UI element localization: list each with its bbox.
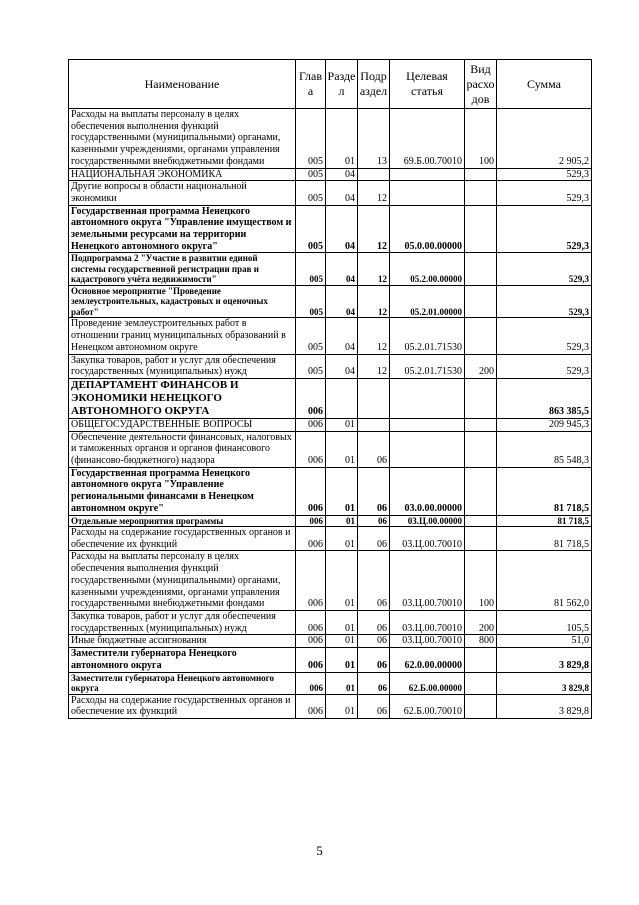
cell-glava: 005	[296, 253, 326, 286]
cell-sum: 85 548,3	[497, 431, 592, 467]
header-glava: Глав а	[296, 60, 326, 109]
cell-vid	[465, 181, 497, 205]
cell-target: 05.2.00.00000	[390, 253, 465, 286]
cell-razdel: 01	[326, 635, 358, 648]
cell-sum: 81 718,5	[497, 515, 592, 527]
cell-vid: 100	[465, 551, 497, 611]
cell-sum: 529,3	[497, 181, 592, 205]
cell-name: Государственная программа Ненецкого автономного округа "Управление региональными финансами в Ненецком автономном округе"	[69, 467, 296, 515]
table-body	[69, 109, 592, 719]
cell-glava: 005	[296, 109, 326, 169]
table-header-row	[69, 60, 592, 109]
cell-podrazdel: 12	[358, 318, 390, 354]
cell-glava: 005	[296, 285, 326, 318]
cell-name: ДЕПАРТАМЕНТ ФИНАНСОВ И ЭКОНОМИКИ НЕНЕЦКОГО АВТОНОМНОГО ОКРУГА	[69, 378, 296, 418]
cell-podrazdel: 06	[358, 527, 390, 551]
cell-sum: 529,3	[497, 253, 592, 286]
header-razdel: Разде л	[326, 60, 358, 109]
cell-target: 03.0.00.00000	[390, 467, 465, 515]
table-row	[69, 354, 592, 378]
cell-razdel: 04	[326, 168, 358, 181]
cell-name: Подпрограмма 2 "Участие в развитии единой системы государственной регистрации прав и кадастрового учёта недвижимости"	[69, 253, 296, 286]
cell-vid	[465, 672, 497, 694]
cell-sum: 81 718,5	[497, 527, 592, 551]
cell-sum: 529,3	[497, 168, 592, 181]
cell-glava: 006	[296, 527, 326, 551]
cell-podrazdel: 12	[358, 253, 390, 286]
cell-name: Закупка товаров, работ и услуг для обеспечения государственных (муниципальных) нужд	[69, 611, 296, 635]
cell-razdel: 01	[326, 648, 358, 672]
table-row	[69, 181, 592, 205]
cell-target: 69.Б.00.70010	[390, 109, 465, 169]
cell-podrazdel: 06	[358, 467, 390, 515]
cell-sum: 81 562,0	[497, 551, 592, 611]
table-row	[69, 551, 592, 611]
cell-target: 05.2.01.00000	[390, 285, 465, 318]
cell-vid	[465, 168, 497, 181]
cell-podrazdel: 06	[358, 648, 390, 672]
table-row	[69, 611, 592, 635]
cell-podrazdel	[358, 378, 390, 418]
table-row	[69, 205, 592, 253]
cell-name: Заместители губернатора Ненецкого автономного округа	[69, 648, 296, 672]
header-vid: Вид расхо дов	[465, 60, 497, 109]
cell-vid	[465, 205, 497, 253]
cell-name: Расходы на содержание государственных органов и обеспечение их функций	[69, 527, 296, 551]
cell-sum: 3 829,8	[497, 672, 592, 694]
cell-sum: 529,3	[497, 318, 592, 354]
cell-podrazdel: 06	[358, 431, 390, 467]
header-name: Наименование	[69, 60, 296, 109]
cell-name: Иные бюджетные ассигнования	[69, 635, 296, 648]
cell-podrazdel: 06	[358, 551, 390, 611]
cell-sum: 529,3	[497, 354, 592, 378]
cell-sum: 209 945,3	[497, 418, 592, 431]
cell-glava: 006	[296, 694, 326, 718]
cell-sum: 2 905,2	[497, 109, 592, 169]
cell-vid	[465, 285, 497, 318]
table-row	[69, 527, 592, 551]
table-row	[69, 253, 592, 286]
cell-name: Закупка товаров, работ и услуг для обеспечения государственных (муниципальных) нужд	[69, 354, 296, 378]
cell-razdel	[326, 378, 358, 418]
cell-target: 62.Б.00.70010	[390, 694, 465, 718]
cell-podrazdel: 06	[358, 635, 390, 648]
cell-sum: 81 718,5	[497, 467, 592, 515]
cell-sum: 863 385,5	[497, 378, 592, 418]
cell-razdel: 01	[326, 551, 358, 611]
cell-target: 03.Ц.00.70010	[390, 551, 465, 611]
cell-target: 05.2.01.71530	[390, 318, 465, 354]
cell-vid	[465, 515, 497, 527]
cell-glava: 006	[296, 611, 326, 635]
cell-glava: 006	[296, 418, 326, 431]
table-row	[69, 467, 592, 515]
cell-target: 62.0.00.00000	[390, 648, 465, 672]
cell-name: Расходы на выплаты персоналу в целях обеспечения выполнения функций государственными (муниципальными) органами, казенными учреждениями, органами управления государственными внебюджетными фондами	[69, 551, 296, 611]
cell-glava: 006	[296, 515, 326, 527]
cell-razdel: 04	[326, 285, 358, 318]
cell-vid: 800	[465, 635, 497, 648]
cell-podrazdel	[358, 418, 390, 431]
cell-name: НАЦИОНАЛЬНАЯ ЭКОНОМИКА	[69, 168, 296, 181]
cell-glava: 006	[296, 672, 326, 694]
cell-podrazdel	[358, 168, 390, 181]
cell-target	[390, 168, 465, 181]
table-row	[69, 635, 592, 648]
cell-razdel: 04	[326, 253, 358, 286]
cell-target: 05.2.01.71530	[390, 354, 465, 378]
header-sum: Сумма	[497, 60, 592, 109]
cell-podrazdel: 06	[358, 694, 390, 718]
cell-target: 03.Ц.00.70010	[390, 635, 465, 648]
cell-razdel: 01	[326, 672, 358, 694]
cell-glava: 005	[296, 181, 326, 205]
cell-razdel: 04	[326, 181, 358, 205]
cell-razdel: 01	[326, 467, 358, 515]
cell-glava: 005	[296, 354, 326, 378]
cell-name: Заместители губернатора Ненецкого автономного округа	[69, 672, 296, 694]
cell-target: 62.Б.00.00000	[390, 672, 465, 694]
cell-vid	[465, 431, 497, 467]
cell-glava: 006	[296, 431, 326, 467]
cell-vid	[465, 467, 497, 515]
cell-razdel: 01	[326, 611, 358, 635]
cell-name: Отдельные мероприятия программы	[69, 515, 296, 527]
cell-target: 03.Ц.00.70010	[390, 527, 465, 551]
cell-glava: 005	[296, 205, 326, 253]
cell-podrazdel: 06	[358, 515, 390, 527]
cell-name: Расходы на выплаты персоналу в целях обеспечения выполнения функций государственными (муниципальными) органами, казенными учреждениями, органами управления государственными внебюджетными фондами	[69, 109, 296, 169]
cell-name: Проведение землеустроительных работ в отношении границ муниципальных образований в Ненецком автономном округе	[69, 318, 296, 354]
table-row	[69, 694, 592, 718]
cell-name: Расходы на содержание государственных органов и обеспечение их функций	[69, 694, 296, 718]
table-row	[69, 515, 592, 527]
table-row	[69, 378, 592, 418]
table-row	[69, 285, 592, 318]
cell-podrazdel: 06	[358, 611, 390, 635]
cell-vid	[465, 253, 497, 286]
table-row	[69, 431, 592, 467]
cell-razdel: 01	[326, 527, 358, 551]
cell-vid	[465, 378, 497, 418]
cell-name: ОБЩЕГОСУДАРСТВЕННЫЕ ВОПРОСЫ	[69, 418, 296, 431]
cell-vid	[465, 527, 497, 551]
table-row	[69, 648, 592, 672]
cell-sum: 105,5	[497, 611, 592, 635]
header-podrazdel: Подр аздел	[358, 60, 390, 109]
cell-glava: 006	[296, 635, 326, 648]
cell-target: 03.Ц.00.00000	[390, 515, 465, 527]
cell-target	[390, 378, 465, 418]
cell-sum: 51,0	[497, 635, 592, 648]
cell-razdel: 04	[326, 354, 358, 378]
cell-razdel: 01	[326, 431, 358, 467]
cell-vid: 100	[465, 109, 497, 169]
cell-podrazdel: 12	[358, 354, 390, 378]
cell-sum: 529,3	[497, 205, 592, 253]
page-number: 5	[316, 843, 323, 858]
cell-vid: 200	[465, 611, 497, 635]
cell-razdel: 01	[326, 109, 358, 169]
cell-target: 05.0.00.00000	[390, 205, 465, 253]
cell-sum: 3 829,8	[497, 694, 592, 718]
cell-target	[390, 181, 465, 205]
table-row	[69, 418, 592, 431]
cell-name: Обеспечение деятельности финансовых, налоговых и таможенных органов и органов финансового (финансово-бюджетного) надзора	[69, 431, 296, 467]
cell-glava: 005	[296, 318, 326, 354]
cell-razdel: 01	[326, 418, 358, 431]
cell-razdel: 04	[326, 318, 358, 354]
cell-vid	[465, 648, 497, 672]
table-row	[69, 109, 592, 169]
cell-name: Основное мероприятие "Проведение землеустроительных, кадастровых и оценочных работ"	[69, 285, 296, 318]
table-row	[69, 168, 592, 181]
cell-name: Другие вопросы в области национальной экономики	[69, 181, 296, 205]
cell-sum: 3 829,8	[497, 648, 592, 672]
cell-razdel: 04	[326, 205, 358, 253]
cell-target	[390, 418, 465, 431]
table-row	[69, 318, 592, 354]
cell-target: 03.Ц.00.70010	[390, 611, 465, 635]
cell-glava: 006	[296, 648, 326, 672]
cell-vid	[465, 694, 497, 718]
cell-vid	[465, 318, 497, 354]
cell-target	[390, 431, 465, 467]
cell-razdel: 01	[326, 515, 358, 527]
cell-razdel: 01	[326, 694, 358, 718]
cell-name: Государственная программа Ненецкого автономного округа "Управление имуществом и земельными ресурсами на территории Ненецкого автономного округа"	[69, 205, 296, 253]
table-row	[69, 672, 592, 694]
cell-podrazdel: 06	[358, 672, 390, 694]
cell-podrazdel: 13	[358, 109, 390, 169]
cell-podrazdel: 12	[358, 285, 390, 318]
cell-sum: 529,3	[497, 285, 592, 318]
cell-vid: 200	[465, 354, 497, 378]
cell-podrazdel: 12	[358, 205, 390, 253]
cell-glava: 006	[296, 378, 326, 418]
cell-vid	[465, 418, 497, 431]
budget-table	[68, 59, 592, 719]
cell-glava: 006	[296, 467, 326, 515]
cell-glava: 005	[296, 168, 326, 181]
header-target: Целевая статья	[390, 60, 465, 109]
cell-glava: 006	[296, 551, 326, 611]
cell-podrazdel: 12	[358, 181, 390, 205]
